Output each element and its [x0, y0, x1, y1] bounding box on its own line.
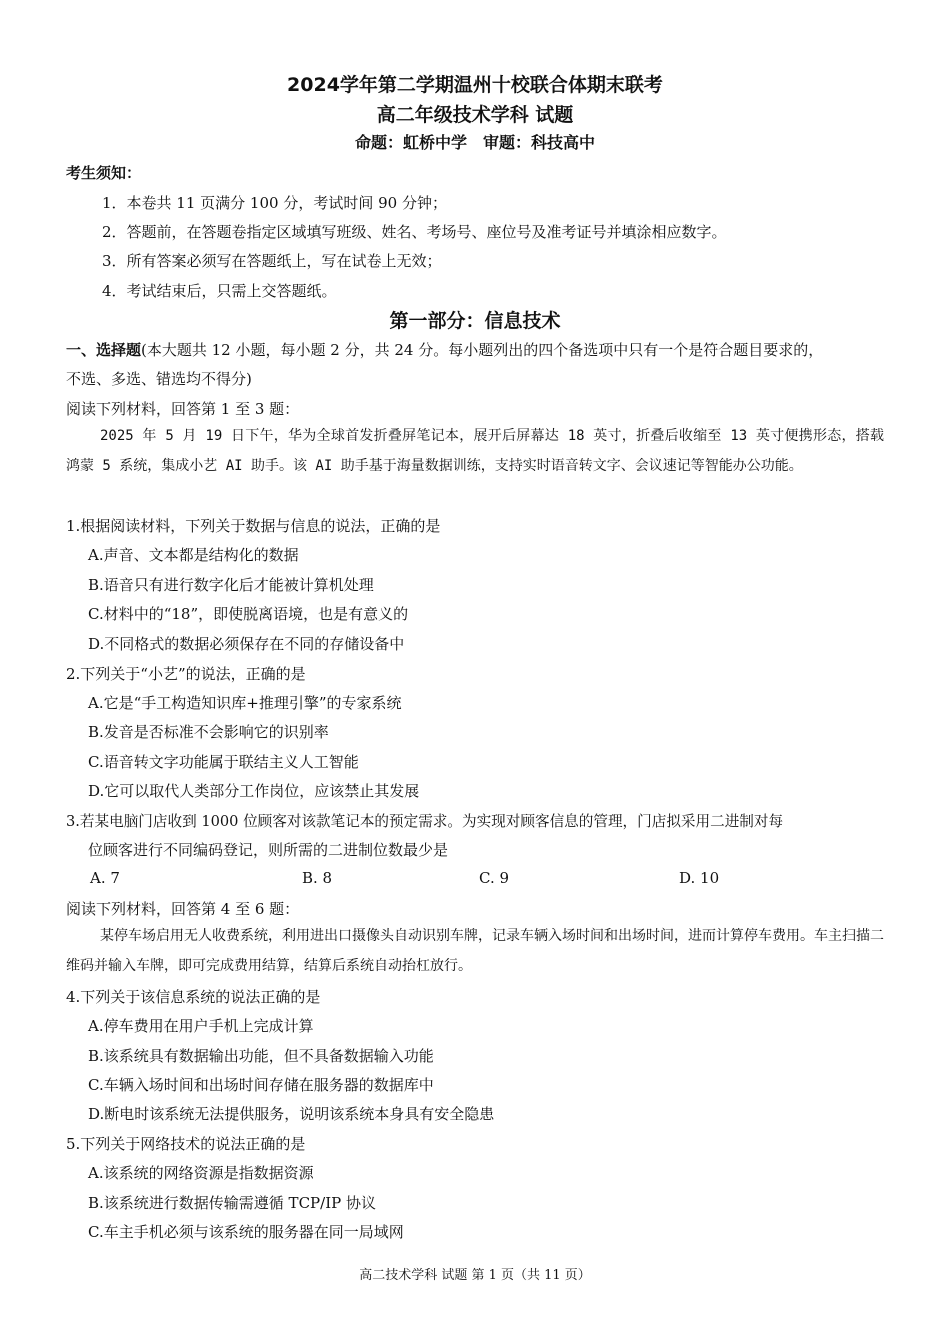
question-stem-cont: 位顾客进行不同编码登记，则所需的二进制位数最少是 — [88, 841, 449, 859]
question-option: D.断电时该系统无法提供服务，说明该系统本身具有安全隐患 — [88, 1105, 495, 1123]
exam-title: 2024学年第二学期温州十校联合体期末联考 — [287, 74, 663, 96]
question-option: C.材料中的“18”，即使脱离语境，也是有意义的 — [88, 605, 409, 623]
material-text: 某停车场启用无人收费系统，利用进出口摄像头自动识别车牌，记录车辆入场时间和出场时间，进而计算停车费用。车主扫描二维码并输入车牌，即可完成费用结算，结算后系统自动抬杠放行。 — [66, 928, 884, 974]
question-option: C.车主手机必须与该系统的服务器在同一局域网 — [88, 1223, 404, 1241]
question-option: A.该系统的网络资源是指数据资源 — [88, 1164, 314, 1182]
notice-item: 2．答题前，在答题卷指定区域填写班级、姓名、考场号、座位号及准考证号并填涂相应数字。 — [102, 223, 727, 241]
question-option: B.语音只有进行数字化后才能被计算机处理 — [88, 576, 374, 594]
question-stem: 1.根据阅读材料，下列关于数据与信息的说法，正确的是 — [66, 517, 441, 535]
exam-authors: 命题：虹桥中学 审题：科技高中 — [354, 133, 595, 152]
question-option: A. 7 — [90, 869, 120, 887]
question-option: A.它是“手工构造知识库+推理引擎”的专家系统 — [88, 694, 402, 712]
part-heading: 一、选择题 — [66, 341, 142, 359]
question-option: B.该系统进行数据传输需遵循 TCP/IP 协议 — [88, 1194, 376, 1212]
notice-item: 4．考试结束后，只需上交答题纸。 — [102, 282, 337, 300]
part-description-cont: 不选、多选、错选均不得分) — [66, 370, 252, 388]
notice-item: 1．本卷共 11 页满分 100 分，考试时间 90 分钟； — [102, 194, 447, 212]
notice-heading: 考生须知： — [66, 164, 142, 182]
notice-item: 3．所有答案必须写在答题纸上，写在试卷上无效； — [102, 252, 442, 270]
part-description: (本大题共 12 小题，每小题 2 分，共 24 分。每小题列出的四个备选项中只有一个是符合题目要求的， — [141, 341, 824, 359]
exam-subtitle: 高二年级技术学科 试题 — [376, 104, 574, 126]
page-footer: 高二技术学科 试题 第 1 页（共 11 页） — [359, 1268, 591, 1283]
section-title: 第一部分：信息技术 — [389, 310, 561, 332]
question-option: D.它可以取代人类部分工作岗位，应该禁止其发展 — [88, 782, 420, 800]
material-text: 2025 年 5 月 19 日下午，华为全球首发折叠屏笔记本，展开后屏幕达 18 英寸，折叠后收缩至 13 英寸便携形态，搭载鸿蒙 5 系统，集成小艺 AI 助手。该 AI 助手基于海量数据训练，支持实时语音转文字、会议速记等智能办公功能。 — [66, 428, 884, 474]
question-option: D. 10 — [679, 869, 720, 887]
question-option: B.发音是否标准不会影响它的识别率 — [88, 723, 329, 741]
question-option: B. 8 — [302, 869, 333, 887]
question-option: B.该系统具有数据输出功能，但不具备数据输入功能 — [88, 1047, 434, 1065]
question-option: C. 9 — [479, 869, 510, 887]
question-option: A.停车费用在用户手机上完成计算 — [88, 1017, 314, 1035]
part-heading-line — [66, 339, 823, 360]
question-option: C.语音转文字功能属于联结主义人工智能 — [88, 753, 359, 771]
question-stem: 3.若某电脑门店收到 1000 位顾客对该款笔记本的预定需求。为实现对顾客信息的管理，门店拟采用二进制对每 — [66, 813, 784, 830]
question-option: A.声音、文本都是结构化的数据 — [88, 546, 299, 564]
question-option: C.车辆入场时间和出场时间存储在服务器的数据库中 — [88, 1076, 434, 1094]
question-stem: 2.下列关于“小艺”的说法，正确的是 — [66, 665, 306, 683]
material-intro: 阅读下列材料，回答第 4 至 6 题： — [66, 900, 300, 918]
question-stem: 5.下列关于网络技术的说法正确的是 — [66, 1135, 306, 1153]
material-intro: 阅读下列材料，回答第 1 至 3 题： — [66, 400, 300, 418]
question-option: D.不同格式的数据必须保存在不同的存储设备中 — [88, 635, 405, 653]
question-stem: 4.下列关于该信息系统的说法正确的是 — [66, 988, 321, 1006]
